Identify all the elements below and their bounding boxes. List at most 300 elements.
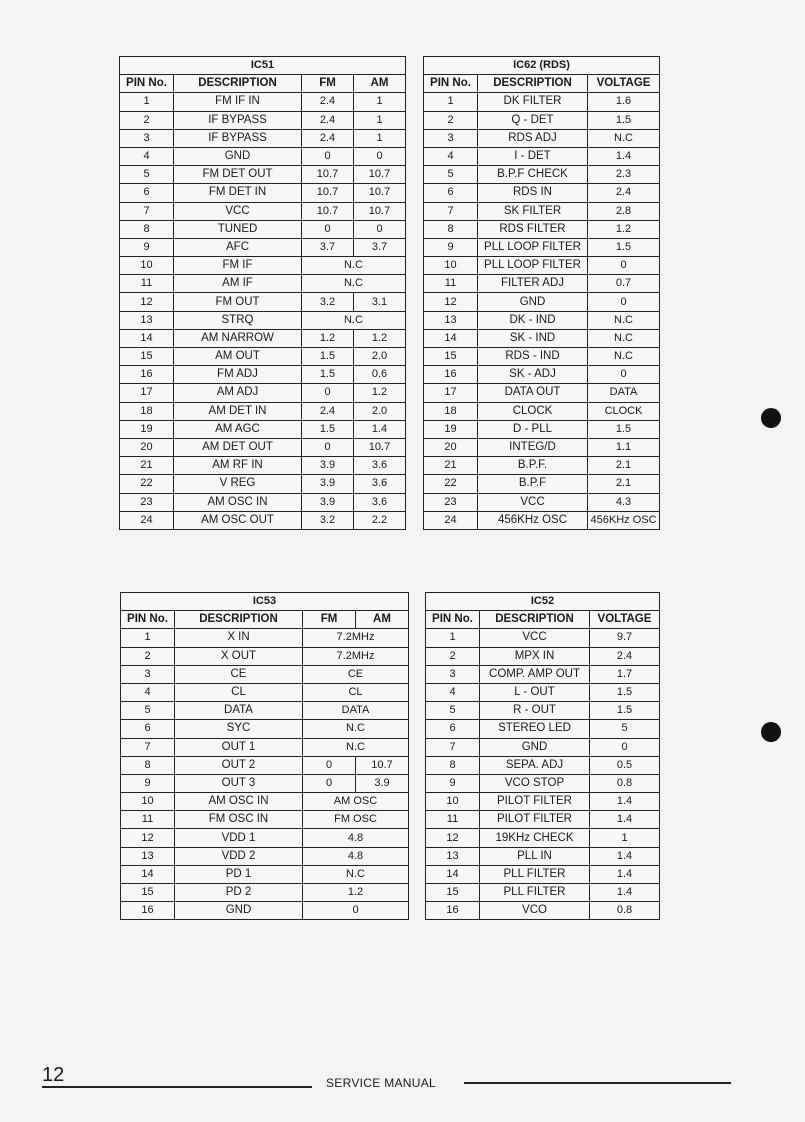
pin-number: 8 (426, 756, 480, 774)
am-value: 1.2 (354, 329, 406, 347)
table-row (120, 147, 406, 165)
pin-description: FM ADJ (174, 366, 302, 384)
fm-value: 2.4 (302, 93, 354, 111)
pin-description: V REG (174, 475, 302, 493)
pin-number: 15 (426, 884, 480, 902)
pin-number: 6 (424, 184, 478, 202)
pin-description: VDD 1 (175, 829, 303, 847)
fm-value: 3.9 (302, 475, 354, 493)
pin-number: 13 (424, 311, 478, 329)
pin-description: PLL LOOP FILTER (478, 238, 588, 256)
pin-number: 6 (121, 720, 175, 738)
table-row (120, 366, 406, 384)
table-row (120, 329, 406, 347)
table-row (121, 884, 409, 902)
pin-description: VCC (478, 493, 588, 511)
fm-value: 0 (302, 220, 354, 238)
pin-description: FM DET IN (174, 184, 302, 202)
table-row (424, 420, 660, 438)
pin-description: RDS IN (478, 184, 588, 202)
pin-description: X IN (175, 629, 303, 647)
table-row (120, 420, 406, 438)
pin-number: 9 (426, 774, 480, 792)
column-header: PIN No. (120, 75, 174, 93)
table-row (424, 438, 660, 456)
voltage-value: 0.8 (590, 774, 660, 792)
table-row (120, 384, 406, 402)
pin-number: 13 (120, 311, 174, 329)
voltage-value: 1.5 (590, 683, 660, 701)
voltage-value: 1.7 (590, 665, 660, 683)
am-value: 3.6 (354, 457, 406, 475)
fm-value: 3.2 (302, 511, 354, 529)
pin-number: 11 (120, 275, 174, 293)
column-header: VOLTAGE (590, 611, 660, 629)
table-row (424, 366, 660, 384)
voltage-value: 0 (588, 293, 660, 311)
pin-number: 9 (120, 238, 174, 256)
am-value: 1 (354, 111, 406, 129)
table-row (426, 884, 660, 902)
pin-number: 16 (121, 902, 175, 920)
table-row (424, 257, 660, 275)
pin-number: 14 (120, 329, 174, 347)
pin-number: 7 (426, 738, 480, 756)
footer-rule-right (464, 1082, 731, 1084)
fm-value: 0 (303, 756, 356, 774)
pin-description: SK FILTER (478, 202, 588, 220)
pin-number: 1 (426, 629, 480, 647)
pin-description: AM OSC IN (174, 493, 302, 511)
table-row (424, 457, 660, 475)
pin-description: GND (480, 738, 590, 756)
pin-number: 5 (121, 702, 175, 720)
voltage-value: DATA (588, 384, 660, 402)
voltage-value: 1.2 (588, 220, 660, 238)
table-title: IC52 (426, 593, 660, 611)
table-row (121, 902, 409, 920)
pin-number: 1 (120, 93, 174, 111)
am-value: 1 (354, 129, 406, 147)
fm-value: 10.7 (302, 166, 354, 184)
voltage-value: 1.5 (588, 111, 660, 129)
table-title-row (120, 57, 406, 75)
fm-value: 2.4 (302, 402, 354, 420)
pin-number: 10 (424, 257, 478, 275)
fm-value: 3.9 (302, 457, 354, 475)
fm-value: 10.7 (302, 184, 354, 202)
table-row (121, 665, 409, 683)
voltage-value: 0.8 (590, 902, 660, 920)
pin-number: 8 (120, 220, 174, 238)
pin-number: 15 (424, 348, 478, 366)
pin-number: 3 (424, 129, 478, 147)
pin-number: 5 (120, 166, 174, 184)
fm-value: 1.5 (302, 348, 354, 366)
pin-description: SK - ADJ (478, 366, 588, 384)
pin-description: OUT 3 (175, 774, 303, 792)
pin-number: 12 (426, 829, 480, 847)
pin-description: VCO (480, 902, 590, 920)
am-value: 3.1 (354, 293, 406, 311)
pin-number: 20 (424, 438, 478, 456)
pin-description: AM DET OUT (174, 438, 302, 456)
pin-number: 19 (120, 420, 174, 438)
voltage-value: N.C (588, 329, 660, 347)
table-row (120, 166, 406, 184)
pin-number: 12 (424, 293, 478, 311)
pin-number: 7 (121, 738, 175, 756)
pin-description: FM OSC IN (175, 811, 303, 829)
voltage-value: N.C (588, 311, 660, 329)
table-row (426, 720, 660, 738)
voltage-value: 2.4 (590, 647, 660, 665)
binder-hole-bottom (761, 722, 781, 742)
fm-am-value: N.C (302, 311, 406, 329)
am-value: 2.0 (354, 402, 406, 420)
pin-description: STEREO LED (480, 720, 590, 738)
pin-number: 18 (120, 402, 174, 420)
table-row (121, 865, 409, 883)
table-title: IC51 (120, 57, 406, 75)
ic53-table (120, 592, 409, 920)
am-value: 10.7 (354, 438, 406, 456)
fm-am-value: 0 (303, 902, 409, 920)
table-title-row (121, 593, 409, 611)
table-row (424, 293, 660, 311)
pin-number: 12 (121, 829, 175, 847)
pin-description: PLL LOOP FILTER (478, 257, 588, 275)
table-row (424, 184, 660, 202)
footer-rule-left (42, 1086, 312, 1088)
pin-number: 17 (424, 384, 478, 402)
column-header: PIN No. (424, 75, 478, 93)
pin-number: 11 (424, 275, 478, 293)
pin-description: L - OUT (480, 683, 590, 701)
fm-am-value: 7.2MHz (303, 647, 409, 665)
table-row (424, 275, 660, 293)
pin-description: FM DET OUT (174, 166, 302, 184)
voltage-value: CLOCK (588, 402, 660, 420)
table-row (424, 238, 660, 256)
fm-am-value: N.C (302, 275, 406, 293)
voltage-value: N.C (588, 348, 660, 366)
voltage-value: 456KHz OSC (588, 511, 660, 529)
voltage-value: 1.5 (588, 420, 660, 438)
pin-number: 2 (121, 647, 175, 665)
pin-description: VCC (174, 202, 302, 220)
voltage-value: 9.7 (590, 629, 660, 647)
table-row (426, 756, 660, 774)
voltage-value: 0 (588, 366, 660, 384)
voltage-value: 2.8 (588, 202, 660, 220)
fm-am-value: N.C (303, 738, 409, 756)
voltage-value: 0.5 (590, 756, 660, 774)
pin-number: 7 (120, 202, 174, 220)
table-row (120, 511, 406, 529)
pin-description: STRQ (174, 311, 302, 329)
table-row (120, 293, 406, 311)
fm-value: 1.2 (302, 329, 354, 347)
fm-value: 10.7 (302, 202, 354, 220)
fm-value: 3.7 (302, 238, 354, 256)
column-header: FM (302, 75, 354, 93)
voltage-value: 2.3 (588, 166, 660, 184)
table-row (121, 756, 409, 774)
pin-description: FM OUT (174, 293, 302, 311)
table-row (121, 647, 409, 665)
table-row (121, 829, 409, 847)
am-value: 10.7 (356, 756, 409, 774)
pin-description: AM ADJ (174, 384, 302, 402)
fm-am-value: AM OSC (303, 793, 409, 811)
voltage-value: 1.4 (590, 884, 660, 902)
pin-number: 23 (424, 493, 478, 511)
table-row (426, 774, 660, 792)
pin-description: I - DET (478, 147, 588, 165)
pin-description: R - OUT (480, 702, 590, 720)
pin-number: 6 (426, 720, 480, 738)
am-value: 3.6 (354, 493, 406, 511)
pin-description: RDS ADJ (478, 129, 588, 147)
pin-number: 11 (121, 811, 175, 829)
pin-description: FILTER ADJ (478, 275, 588, 293)
pin-description: Q - DET (478, 111, 588, 129)
pin-description: D - PLL (478, 420, 588, 438)
pin-description: PD 1 (175, 865, 303, 883)
column-header: AM (354, 75, 406, 93)
pin-number: 24 (120, 511, 174, 529)
pin-number: 14 (424, 329, 478, 347)
table-row (120, 184, 406, 202)
table-row (120, 275, 406, 293)
pin-description: AM RF IN (174, 457, 302, 475)
voltage-value: 2.4 (588, 184, 660, 202)
table-title: IC62 (RDS) (424, 57, 660, 75)
pin-number: 23 (120, 493, 174, 511)
pin-description: IF BYPASS (174, 111, 302, 129)
table-row (424, 348, 660, 366)
pin-number: 4 (424, 147, 478, 165)
voltage-value: 1.4 (590, 847, 660, 865)
pin-number: 10 (426, 793, 480, 811)
am-value: 10.7 (354, 202, 406, 220)
pin-number: 16 (424, 366, 478, 384)
pin-description: X OUT (175, 647, 303, 665)
table-header-row (120, 75, 406, 93)
pin-number: 19 (424, 420, 478, 438)
fm-value: 0 (302, 438, 354, 456)
column-header: FM (303, 611, 356, 629)
pin-number: 3 (120, 129, 174, 147)
am-value: 2.2 (354, 511, 406, 529)
table-row (120, 202, 406, 220)
voltage-value: 1.5 (590, 702, 660, 720)
table-title-row (424, 57, 660, 75)
table-row (426, 738, 660, 756)
pin-number: 2 (424, 111, 478, 129)
pin-number: 22 (424, 475, 478, 493)
am-value: 3.7 (354, 238, 406, 256)
pin-description: MPX IN (480, 647, 590, 665)
table-row (120, 493, 406, 511)
pin-number: 15 (121, 884, 175, 902)
table-row (120, 111, 406, 129)
table-row (121, 738, 409, 756)
am-value: 3.6 (354, 475, 406, 493)
pin-description: TUNED (174, 220, 302, 238)
pin-number: 9 (424, 238, 478, 256)
table-row (426, 902, 660, 920)
column-header: DESCRIPTION (480, 611, 590, 629)
table-row (121, 683, 409, 701)
pin-description: FM IF IN (174, 93, 302, 111)
pin-number: 1 (424, 93, 478, 111)
pin-description: SYC (175, 720, 303, 738)
pin-description: VCC (480, 629, 590, 647)
table-row (120, 220, 406, 238)
fm-value: 3.2 (302, 293, 354, 311)
voltage-value: 2.1 (588, 475, 660, 493)
pin-number: 10 (120, 257, 174, 275)
pin-number: 4 (120, 147, 174, 165)
pin-number: 5 (426, 702, 480, 720)
column-header: AM (356, 611, 409, 629)
fm-am-value: DATA (303, 702, 409, 720)
pin-number: 18 (424, 402, 478, 420)
fm-am-value: 4.8 (303, 847, 409, 865)
pin-description: CE (175, 665, 303, 683)
fm-value: 2.4 (302, 129, 354, 147)
pin-number: 15 (120, 348, 174, 366)
table-row (120, 93, 406, 111)
table-row (424, 402, 660, 420)
voltage-value: 1.4 (588, 147, 660, 165)
table-row (426, 811, 660, 829)
pin-description: SK - IND (478, 329, 588, 347)
pin-number: 14 (121, 865, 175, 883)
column-header: DESCRIPTION (174, 75, 302, 93)
pin-description: CLOCK (478, 402, 588, 420)
pin-description: B.P.F CHECK (478, 166, 588, 184)
pin-description: AM DET IN (174, 402, 302, 420)
column-header: DESCRIPTION (175, 611, 303, 629)
pin-description: DATA (175, 702, 303, 720)
pin-number: 2 (426, 647, 480, 665)
voltage-value: 2.1 (588, 457, 660, 475)
pin-number: 8 (121, 756, 175, 774)
table-row (424, 475, 660, 493)
am-value: 0 (354, 147, 406, 165)
pin-number: 4 (426, 683, 480, 701)
pin-description: B.P.F. (478, 457, 588, 475)
pin-number: 12 (120, 293, 174, 311)
table-row (424, 311, 660, 329)
table-row (424, 493, 660, 511)
pin-number: 11 (426, 811, 480, 829)
fm-value: 0 (302, 384, 354, 402)
pin-description: RDS - IND (478, 348, 588, 366)
pin-description: COMP. AMP OUT (480, 665, 590, 683)
pin-description: PLL FILTER (480, 865, 590, 883)
pin-number: 16 (120, 366, 174, 384)
voltage-value: N.C (588, 129, 660, 147)
pin-description: RDS FILTER (478, 220, 588, 238)
voltage-value: 1.4 (590, 811, 660, 829)
pin-description: AM AGC (174, 420, 302, 438)
pin-number: 5 (424, 166, 478, 184)
voltage-value: 1.5 (588, 238, 660, 256)
table-row (121, 793, 409, 811)
fm-am-value: 4.8 (303, 829, 409, 847)
pin-number: 9 (121, 774, 175, 792)
table-row (424, 129, 660, 147)
pin-number: 8 (424, 220, 478, 238)
fm-am-value: 7.2MHz (303, 629, 409, 647)
pin-number: 21 (424, 457, 478, 475)
table-row (424, 166, 660, 184)
pin-number: 17 (120, 384, 174, 402)
fm-value: 1.5 (302, 420, 354, 438)
pin-description: 19KHz CHECK (480, 829, 590, 847)
ic51-table (119, 56, 406, 530)
am-value: 1 (354, 93, 406, 111)
voltage-value: 0 (588, 257, 660, 275)
am-value: 0.6 (354, 366, 406, 384)
table-row (426, 683, 660, 701)
table-row (426, 793, 660, 811)
fm-am-value: N.C (302, 257, 406, 275)
pin-description: FM IF (174, 257, 302, 275)
voltage-value: 1.6 (588, 93, 660, 111)
am-value: 1.4 (354, 420, 406, 438)
pin-description: PLL IN (480, 847, 590, 865)
table-row (426, 829, 660, 847)
pin-number: 13 (426, 847, 480, 865)
table-row (120, 129, 406, 147)
fm-value: 2.4 (302, 111, 354, 129)
pin-number: 3 (426, 665, 480, 683)
voltage-value: 0 (590, 738, 660, 756)
voltage-value: 4.3 (588, 493, 660, 511)
pin-description: IF BYPASS (174, 129, 302, 147)
table-row (120, 457, 406, 475)
voltage-value: 1 (590, 829, 660, 847)
table-row (424, 93, 660, 111)
pin-number: 16 (426, 902, 480, 920)
table-row (426, 847, 660, 865)
fm-value: 0 (302, 147, 354, 165)
table-row (121, 629, 409, 647)
table-row (426, 629, 660, 647)
fm-am-value: CL (303, 683, 409, 701)
voltage-value: 5 (590, 720, 660, 738)
pin-description: PILOT FILTER (480, 811, 590, 829)
pin-description: CL (175, 683, 303, 701)
table-header-row (424, 75, 660, 93)
table-row (426, 665, 660, 683)
table-row (120, 311, 406, 329)
table-header-row (121, 611, 409, 629)
voltage-value: 1.4 (590, 865, 660, 883)
pin-number: 20 (120, 438, 174, 456)
voltage-value: 1.4 (590, 793, 660, 811)
pin-description: PLL FILTER (480, 884, 590, 902)
fm-am-value: N.C (303, 865, 409, 883)
am-value: 3.9 (356, 774, 409, 792)
fm-value: 0 (303, 774, 356, 792)
pin-description: AFC (174, 238, 302, 256)
